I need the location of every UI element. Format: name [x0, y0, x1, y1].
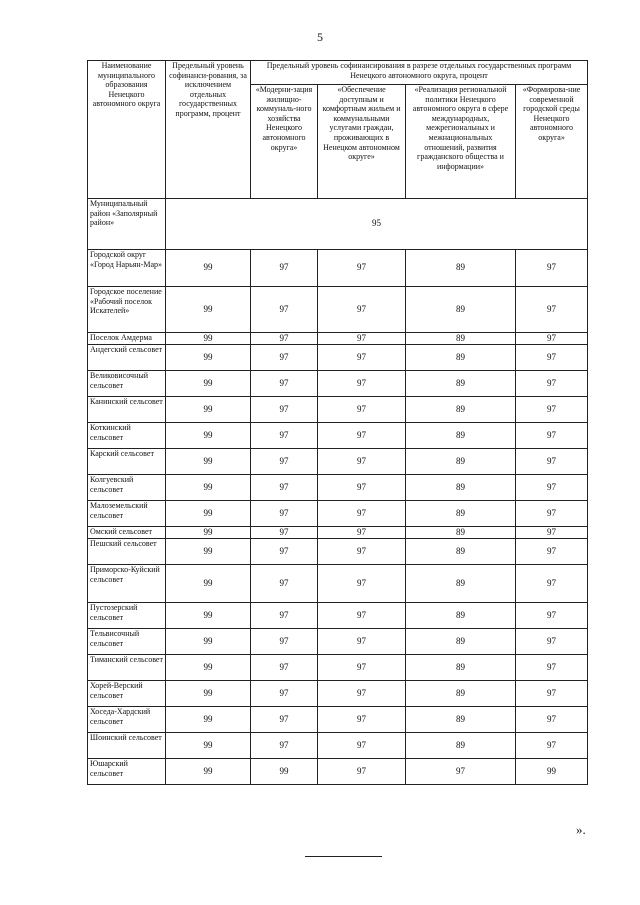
value-cell: 97	[516, 527, 588, 539]
value-cell: 97	[516, 423, 588, 449]
municipality-name: Омский сельсовет	[88, 527, 166, 539]
table-row	[88, 475, 588, 501]
value-cell: 99	[166, 345, 251, 371]
value-cell: 99	[166, 565, 251, 603]
municipality-name: Хоседа-Хардский сельсовет	[88, 707, 166, 733]
value-cell: 89	[406, 539, 516, 565]
value-cell: 99	[166, 603, 251, 629]
value-cell: 97	[251, 733, 318, 759]
value-cell: 97	[251, 629, 318, 655]
value-cell: 89	[406, 565, 516, 603]
value-cell: 97	[251, 449, 318, 475]
table-row	[88, 681, 588, 707]
value-cell: 89	[406, 423, 516, 449]
value-cell: 97	[318, 527, 406, 539]
value-cell: 97	[318, 371, 406, 397]
value-cell: 97	[318, 681, 406, 707]
value-cell: 89	[406, 333, 516, 345]
value-cell: 97	[251, 527, 318, 539]
table-row	[88, 759, 588, 785]
municipality-name: Приморско-Куйский сельсовет	[88, 565, 166, 603]
table-row	[88, 397, 588, 423]
district-value: 95	[166, 199, 588, 250]
value-cell: 97	[516, 655, 588, 681]
value-cell: 89	[406, 449, 516, 475]
value-cell: 97	[318, 250, 406, 287]
table-row	[88, 449, 588, 475]
value-cell: 89	[406, 475, 516, 501]
cofinancing-table	[87, 60, 588, 785]
value-cell: 97	[516, 371, 588, 397]
value-cell: 97	[318, 707, 406, 733]
municipality-name: Пешский сельсовет	[88, 539, 166, 565]
municipality-name: Колгуевский сельсовет	[88, 475, 166, 501]
value-cell: 97	[318, 475, 406, 501]
value-cell: 97	[318, 539, 406, 565]
value-cell: 99	[166, 539, 251, 565]
municipality-name: Хорей-Верский сельсовет	[88, 681, 166, 707]
value-cell: 97	[251, 397, 318, 423]
table-row	[88, 539, 588, 565]
table-row	[88, 629, 588, 655]
municipality-name: Городской округ «Город Нарьян-Мар»	[88, 250, 166, 287]
table-row	[88, 333, 588, 345]
value-cell: 97	[318, 501, 406, 527]
table-row	[88, 527, 588, 539]
closing-mark: ».	[576, 822, 586, 837]
header-program-housing-modernization: «Модерни-зация жилищно-коммуналь-ного хозяйства Ненецкого автономного округа»	[251, 85, 318, 199]
value-cell: 97	[318, 287, 406, 333]
value-cell: 97	[318, 655, 406, 681]
table-header	[88, 61, 588, 199]
value-cell: 97	[251, 603, 318, 629]
table-row	[88, 655, 588, 681]
value-cell: 99	[166, 707, 251, 733]
municipality-name: Поселок Амдерма	[88, 333, 166, 345]
value-cell: 97	[251, 287, 318, 333]
value-cell: 89	[406, 707, 516, 733]
header-program-regional-policy: «Реализация региональной политики Ненецкого автономного округа в сфере международных, межрегиональных и межнациональных отношений, развития гражданского общества и информации»	[406, 85, 516, 199]
value-cell: 99	[166, 527, 251, 539]
value-cell: 97	[318, 565, 406, 603]
table-row	[88, 733, 588, 759]
value-cell: 99	[166, 333, 251, 345]
district-name: Муниципальный район «Заполярный район»	[88, 199, 166, 250]
value-cell: 97	[516, 250, 588, 287]
table-row	[88, 603, 588, 629]
municipality-name: Шоинский сельсовет	[88, 733, 166, 759]
municipality-name: Андегский сельсовет	[88, 345, 166, 371]
page-number: 5	[317, 30, 323, 44]
value-cell: 97	[516, 707, 588, 733]
municipality-name: Канинский сельсовет	[88, 397, 166, 423]
table-row	[88, 707, 588, 733]
value-cell: 89	[406, 655, 516, 681]
value-cell: 97	[516, 733, 588, 759]
value-cell: 99	[166, 423, 251, 449]
value-cell: 99	[166, 287, 251, 333]
value-cell: 97	[318, 333, 406, 345]
value-cell: 97	[318, 397, 406, 423]
value-cell: 89	[406, 397, 516, 423]
value-cell: 97	[251, 423, 318, 449]
municipality-name: Пустозерский сельсовет	[88, 603, 166, 629]
value-cell: 97	[251, 250, 318, 287]
value-cell: 99	[166, 449, 251, 475]
value-cell: 97	[251, 345, 318, 371]
value-cell: 99	[166, 655, 251, 681]
table-row	[88, 371, 588, 397]
table-row	[88, 287, 588, 333]
value-cell: 89	[406, 501, 516, 527]
value-cell: 97	[406, 759, 516, 785]
value-cell: 99	[166, 629, 251, 655]
value-cell: 97	[251, 707, 318, 733]
value-cell: 97	[251, 655, 318, 681]
value-cell: 97	[318, 759, 406, 785]
value-cell: 97	[516, 397, 588, 423]
value-cell: 97	[318, 629, 406, 655]
header-municipality: Наименование муниципального образования Ненецкого автономного округа	[88, 61, 166, 199]
municipality-name: Великовисочный сельсовет	[88, 371, 166, 397]
municipality-name: Коткинский сельсовет	[88, 423, 166, 449]
value-cell: 97	[251, 681, 318, 707]
municipality-name: Юшарский сельсовет	[88, 759, 166, 785]
value-cell: 99	[166, 733, 251, 759]
municipality-name: Малоземельский сельсовет	[88, 501, 166, 527]
table-row	[88, 423, 588, 449]
value-cell: 99	[166, 475, 251, 501]
value-cell: 97	[318, 345, 406, 371]
value-cell: 97	[516, 345, 588, 371]
value-cell: 99	[251, 759, 318, 785]
municipality-name: Тиманский сельсовет	[88, 655, 166, 681]
value-cell: 89	[406, 629, 516, 655]
value-cell: 89	[406, 681, 516, 707]
value-cell: 97	[516, 681, 588, 707]
value-cell: 89	[406, 287, 516, 333]
value-cell: 97	[516, 475, 588, 501]
value-cell: 97	[516, 629, 588, 655]
table-body	[88, 199, 588, 785]
value-cell: 99	[516, 759, 588, 785]
value-cell: 97	[251, 501, 318, 527]
value-cell: 99	[166, 681, 251, 707]
value-cell: 89	[406, 345, 516, 371]
value-cell: 89	[406, 527, 516, 539]
value-cell: 97	[516, 287, 588, 333]
value-cell: 99	[166, 759, 251, 785]
header-program-affordable-housing: «Обеспечение доступным и комфортным жильем и коммунальными услугами граждан, проживающих в Ненецком автономном округе»	[318, 85, 406, 199]
value-cell: 89	[406, 250, 516, 287]
value-cell: 97	[251, 565, 318, 603]
value-cell: 99	[166, 501, 251, 527]
value-cell: 99	[166, 371, 251, 397]
value-cell: 97	[516, 501, 588, 527]
value-cell: 89	[406, 371, 516, 397]
value-cell: 97	[251, 371, 318, 397]
header-program-urban-environment: «Формирова-ние современной городской среды Ненецкого автономного округа»	[516, 85, 588, 199]
value-cell: 97	[516, 603, 588, 629]
municipality-name: Карский сельсовет	[88, 449, 166, 475]
value-cell: 99	[166, 250, 251, 287]
table-row	[88, 345, 588, 371]
value-cell: 99	[166, 397, 251, 423]
value-cell: 97	[516, 333, 588, 345]
value-cell: 97	[318, 423, 406, 449]
header-max-level: Предельный уровень софинанси-рования, за исключением отдельных государственных программ, процент	[166, 61, 251, 199]
value-cell: 97	[251, 539, 318, 565]
value-cell: 97	[516, 539, 588, 565]
district-row	[88, 199, 588, 250]
value-cell: 97	[318, 603, 406, 629]
table-row	[88, 250, 588, 287]
value-cell: 97	[251, 475, 318, 501]
municipality-name: Городское поселение «Рабочий поселок Искателей»	[88, 287, 166, 333]
value-cell: 97	[251, 333, 318, 345]
value-cell: 89	[406, 733, 516, 759]
table-row	[88, 501, 588, 527]
footer-rule	[305, 856, 382, 857]
header-programs-group: Предельный уровень софинансирования в разрезе отдельных государственных программ Ненецкого автономного округа, процент	[251, 61, 588, 85]
value-cell: 97	[516, 565, 588, 603]
value-cell: 97	[318, 733, 406, 759]
value-cell: 89	[406, 603, 516, 629]
table-row	[88, 565, 588, 603]
value-cell: 97	[318, 449, 406, 475]
value-cell: 97	[516, 449, 588, 475]
municipality-name: Тельвисочный сельсовет	[88, 629, 166, 655]
